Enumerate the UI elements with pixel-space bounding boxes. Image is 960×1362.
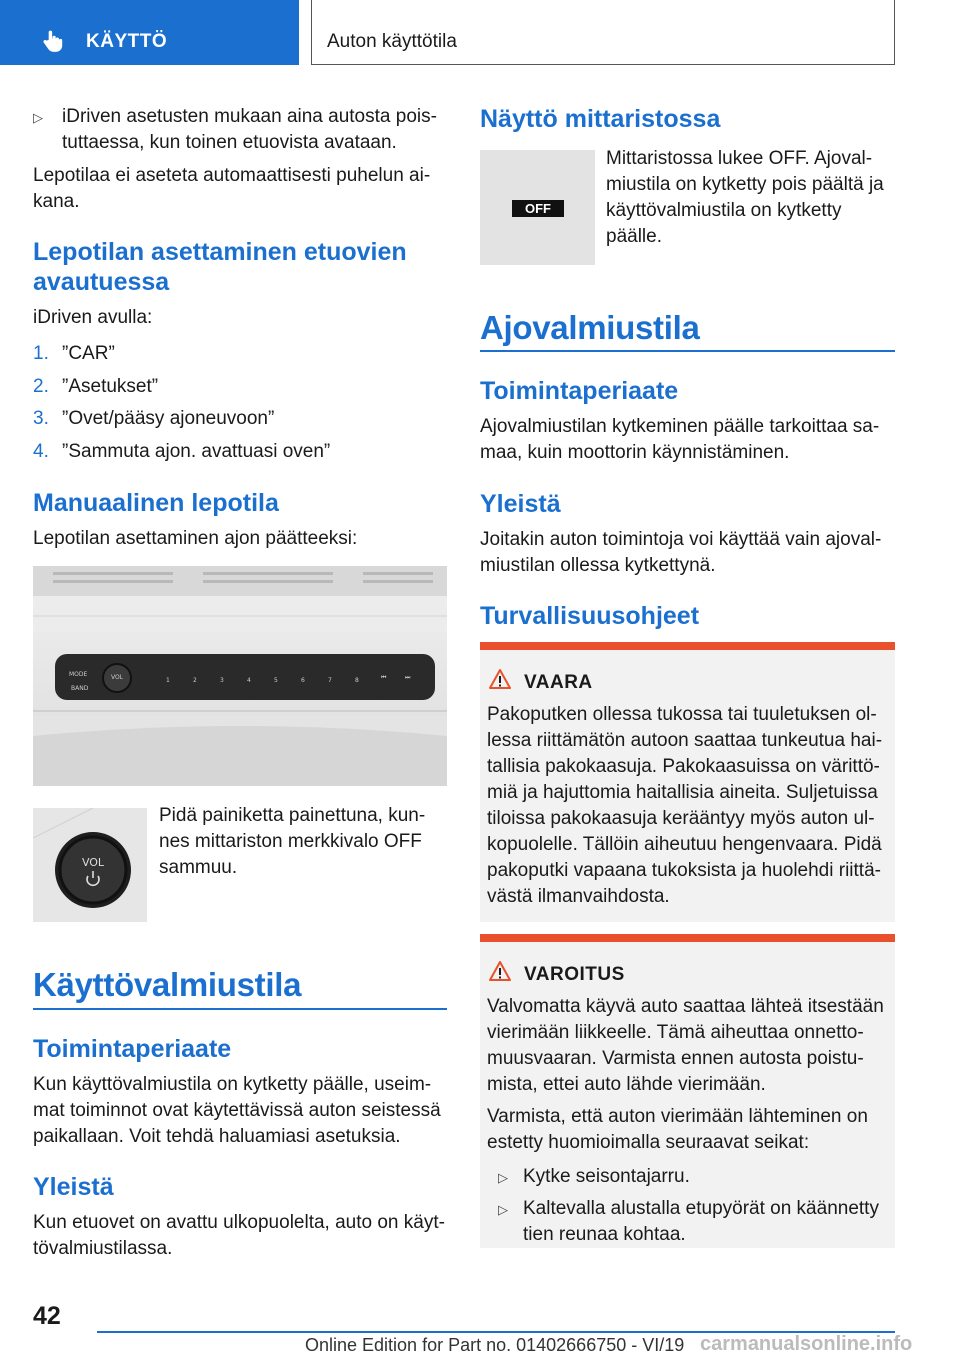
bullet-triangle-icon: ▷ [33,110,43,125]
bullet-triangle-icon: ▷ [498,1202,508,1217]
warning-text: pakoputki vapaana tukoksista ja huolehdi riittä- [487,860,881,881]
page-title: Auton käyttötila [327,31,457,52]
step-text: ”CAR” [62,343,115,364]
warning-text: vierimään liikkeelle. Tämä aiheuttaa onnetto- [487,1022,864,1043]
warning-bar [480,642,895,650]
heading-manual: Manuaalinen lepotila [33,489,279,517]
heading-rule [33,1008,447,1010]
paragraph: Lepotilan asettaminen ajon päätteeksi: [33,528,358,549]
console-button-label: 7 [328,677,332,684]
console-button-label: 8 [355,677,359,684]
console-photo [33,566,447,786]
warning-text: Varmista, että auton vierimään lähteminen on [487,1106,868,1127]
paragraph: Mittaristossa lukee OFF. Ajoval- [606,148,873,169]
warning-text: tallisia pakokaasuja. Pakokaasuissa on värittö- [487,756,880,777]
section-tab[interactable] [0,0,299,65]
off-badge: OFF [512,200,564,217]
paragraph: iDriven avulla: [33,307,153,328]
paragraph: tövalmiustilassa. [33,1238,173,1259]
paragraph: paikallaan. Voit tehdä haluamiasi asetuksia. [33,1126,401,1147]
step-text: ”Ovet/pääsy ajoneuvoon” [62,408,275,429]
heading-lepotila: Lepotilan asettaminen etuovien [33,238,407,266]
heading-toimintaperiaate: Toimintaperiaate [480,377,679,405]
heading-yleista: Yleistä [480,490,561,518]
paragraph: miustilan ollessa kytkettynä. [480,555,716,576]
warning-text: västä ilmanvaihdosta. [487,886,670,907]
warning-title: VAROITUS [524,964,625,985]
heading-turvallisuusohjeet: Turvallisuusohjeet [480,602,700,630]
warning-text: lessa riittämätön autoon saattaa tunkeutua hai- [487,730,883,751]
bullet-text: Kytke seisontajarru. [523,1166,690,1187]
paragraph: sammuu. [159,857,238,878]
paragraph: Lepotilaa ei aseteta automaattisesti puhelun ai- [33,165,431,186]
console-button-label: 2 [193,677,197,684]
step-text: ”Sammuta ajon. avattuasi oven” [62,441,331,462]
step-text: ”Asetukset” [62,376,159,397]
page-title-box [311,0,895,65]
warning-triangle-icon [488,668,512,690]
paragraph: käyttövalmiustila on kytketty [606,200,842,221]
paragraph: Joitakin auton toimintoja voi käyttää vain ajoval- [480,529,882,550]
warning-triangle-icon [488,960,512,982]
vol-knob-photo [33,808,147,922]
bullet-triangle-icon: ▷ [498,1170,508,1185]
bullet-text: Kaltevalla alustalla etupyörät on käännetty [523,1198,879,1219]
paragraph: nes mittariston merkkivalo OFF [159,831,422,852]
paragraph: maa, kuin moottorin käynnistäminen. [480,442,790,463]
off-display-image [480,150,595,265]
warning-box-varoitus [480,934,895,1248]
warning-text: Pakoputken ollessa tukossa tai tuuletuksen ol- [487,704,877,725]
paragraph: miustila on kytketty pois päältä ja [606,174,884,195]
warning-text: muusvaaran. Varmista ennen autosta poistu- [487,1048,864,1069]
paragraph: mat toiminnot ovat käytettävissä auton seistessä [33,1100,441,1121]
warning-box-vaara [480,642,895,922]
page-number: 42 [33,1302,61,1330]
warning-text: estetty huomioimalla seuraavat seikat: [487,1132,810,1153]
console-button-label: 1 [166,677,170,684]
vol-label: VOL [81,856,105,869]
warning-text: Valvomatta käyvä auto saattaa lähteä itsestään [487,996,884,1017]
heading-naytto: Näyttö mittaristossa [480,105,721,133]
step-number: 2. [33,376,49,397]
warning-title: VAARA [524,672,593,693]
warning-text: kopuolelle. Tällöin aiheutuu hengenvaara. Pidä [487,834,882,855]
step-number: 4. [33,441,49,462]
console-button-label: ⏮ [381,674,387,681]
step-number: 3. [33,408,49,429]
footer-edition: Online Edition for Part no. 01402666750 - VI/19 [305,1335,685,1355]
paragraph: kana. [33,191,80,212]
bullet-text: tuttaessa, kun toinen etuovista avataan. [62,132,397,153]
warning-bar [480,934,895,942]
warning-text: mista, ettei auto lähde vierimään. [487,1074,766,1095]
console-button-label: 3 [220,677,224,684]
hand-pointer-icon [40,28,66,54]
console-button-label: 4 [247,677,251,684]
warning-text: tiloissa pakokaasuja kerääntyy myös auton ul- [487,808,875,829]
paragraph: päälle. [606,226,662,247]
console-button-label: BAND [71,685,89,692]
heading-yleista: Yleistä [33,1173,114,1201]
console-button-label: VOL [111,674,124,681]
section-label: KÄYTTÖ [86,31,168,52]
paragraph: Pidä painiketta painettuna, kun- [159,805,426,826]
heading-kayttovalmiustila: Käyttövalmiustila [33,966,302,1003]
paragraph: Kun käyttövalmiustila on kytketty päälle, useim- [33,1074,432,1095]
console-button-label: 6 [301,677,305,684]
heading-ajovalmiustila: Ajovalmiustila [480,309,700,346]
step-number: 1. [33,343,49,364]
paragraph: Ajovalmiustilan kytkeminen päälle tarkoittaa sa- [480,416,880,437]
bullet-text: iDriven asetusten mukaan aina autosta pois- [62,106,437,127]
console-button-label: MODE [69,671,88,678]
watermark: carmanualsonline.info [700,1333,913,1355]
console-button-label: ⏭ [405,674,411,681]
warning-text: miä ja hajuttomia haitallisia aineita. Suljetuissa [487,782,878,803]
bullet-text: tien reunaa kohtaa. [523,1224,686,1245]
heading-rule [480,350,895,352]
heading-lepotila: avautuessa [33,268,170,296]
console-button-label: 5 [274,677,278,684]
paragraph: Kun etuovet on avattu ulkopuolelta, auto on käyt- [33,1212,445,1233]
heading-toimintaperiaate: Toimintaperiaate [33,1035,232,1063]
